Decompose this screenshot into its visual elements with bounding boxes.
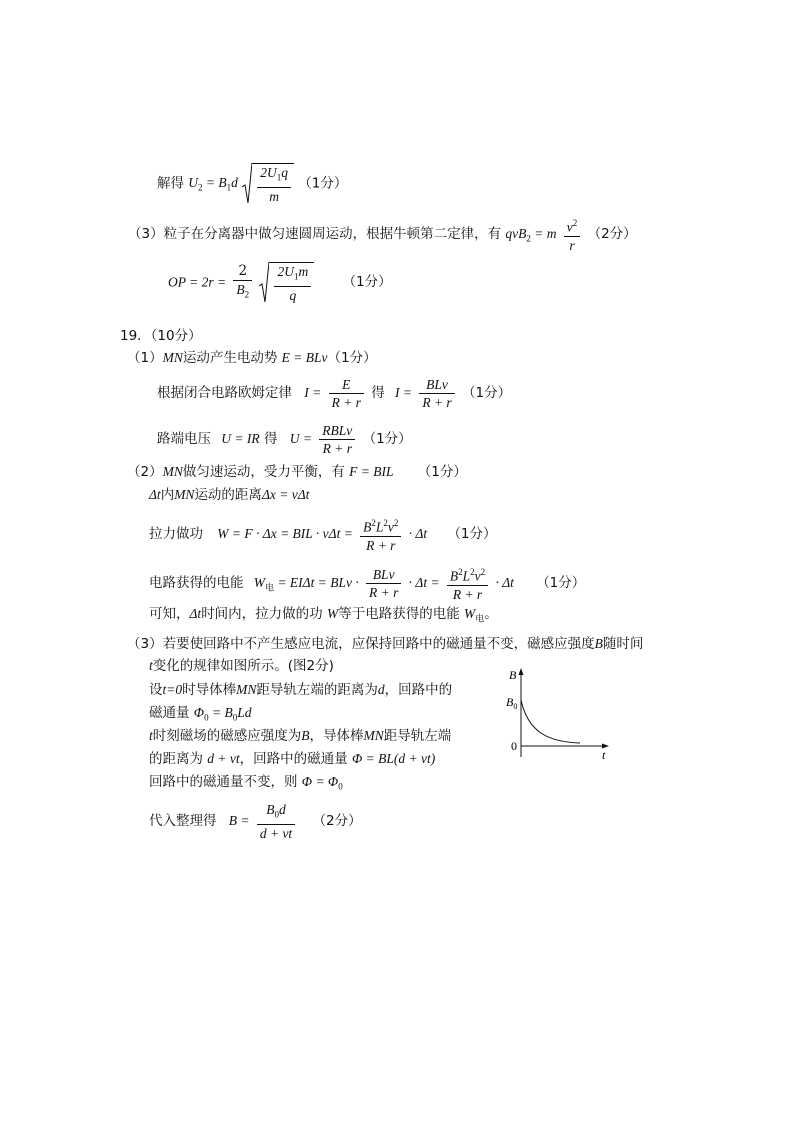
- line-ohm: [157, 376, 511, 411]
- text: 运动的距离: [194, 487, 262, 503]
- formula: B: [301, 728, 310, 743]
- score: （1分）: [417, 464, 467, 480]
- fraction: $\frac{v^2}{r}$: [564, 215, 581, 254]
- text: 拉力做功: [149, 525, 203, 542]
- y-arrow: [519, 668, 524, 675]
- formula: Δt: [189, 606, 202, 621]
- text: 距导轨左端的距离为: [256, 682, 378, 698]
- text: 内: [160, 487, 175, 503]
- text: 路端电压: [157, 431, 211, 447]
- line-time-t: [149, 727, 451, 745]
- formula: · Δt =: [408, 574, 440, 590]
- score: （1分）: [298, 175, 348, 192]
- text: 随时间: [602, 636, 644, 652]
- score: （1分）: [342, 274, 392, 291]
- text: 的距离为: [149, 751, 203, 767]
- text: 根据闭合电路欧姆定律: [157, 385, 292, 401]
- formula: $\Phi = \Phi_0$: [301, 774, 343, 792]
- formula: MN: [236, 682, 257, 697]
- formula: t: [149, 728, 153, 743]
- line-work: [149, 515, 497, 554]
- line-part3-2: [149, 657, 334, 675]
- formula: MN: [162, 350, 183, 365]
- text: 可知，: [149, 606, 190, 622]
- b-t-graph: [500, 662, 620, 762]
- fraction: $\frac{B^2L^2v^2}{R + r}$: [360, 515, 401, 554]
- formula: $\Phi_0 = B_0Ld$: [193, 705, 252, 723]
- text: 时间内，拉力做的功: [201, 606, 323, 622]
- formula: · Δt: [495, 574, 514, 590]
- formula: E = BLv: [281, 350, 328, 365]
- text: 得: [371, 385, 385, 401]
- line-flux0: [149, 704, 251, 727]
- score: （1分）: [536, 574, 586, 591]
- formula: $W_电$: [464, 606, 485, 625]
- formula: W: [326, 606, 339, 621]
- line-energy: [149, 564, 585, 603]
- text: ，回路中的: [384, 682, 453, 698]
- fraction: $\frac{B_0d}{d + vt}$: [257, 801, 295, 842]
- formula: OP = 2r =: [168, 274, 227, 290]
- formula: d + vt: [207, 751, 240, 766]
- formula: Φ = BL(d + vt): [351, 751, 436, 766]
- formula: t: [149, 658, 153, 673]
- score: （1分）: [447, 525, 497, 542]
- line-flux-const: [149, 773, 343, 796]
- formula: U = IR: [221, 431, 260, 446]
- formula: W = F · Δx = BIL · vΔt =: [217, 525, 353, 541]
- formula: MN: [363, 728, 384, 743]
- text: ，回路中的磁通量: [239, 751, 348, 767]
- formula: MN: [174, 487, 195, 502]
- formula: MN: [162, 464, 183, 479]
- fraction: $\frac{E}{R + r}$: [329, 376, 364, 411]
- x-axis-label: t: [602, 748, 606, 762]
- text: 距导轨左端: [383, 728, 452, 744]
- text: 运动产生电动势: [182, 350, 278, 366]
- text: 做匀速运动，受力平衡，有: [182, 464, 345, 480]
- decay-curve: [521, 700, 580, 743]
- formula: I =: [395, 385, 413, 400]
- line-part3-newton: [128, 215, 637, 254]
- text: 等于电路获得的电能: [338, 606, 460, 622]
- text: （2）: [127, 464, 163, 480]
- question-heading: 19．（10分）: [120, 328, 202, 344]
- fraction: $\frac{\text{BLv}}{R + r}$: [419, 376, 454, 411]
- formula: B =: [228, 812, 250, 828]
- text: 电路获得的电能: [149, 574, 244, 591]
- formula: t=0: [162, 682, 183, 697]
- fraction: $\frac{\text{BLv}}{R + r}$: [366, 566, 401, 601]
- formula: U =: [289, 431, 312, 446]
- sqrt: $\frac{2U_1m}{q}$: [259, 262, 314, 304]
- text: 时刻磁场的磁感应强度为: [152, 728, 302, 744]
- score: （1分）: [362, 431, 412, 447]
- line-op: [168, 262, 392, 304]
- score: （1分）: [462, 385, 512, 401]
- fraction: $\frac{\text{RBLv}}{R + r}$: [319, 422, 355, 457]
- text: ，导体棒: [309, 728, 364, 744]
- line-force: [127, 463, 467, 481]
- formula: · Δt: [408, 525, 428, 541]
- origin-label: 0: [511, 739, 517, 753]
- text: 解得: [157, 175, 184, 192]
- line-conclusion: [149, 605, 498, 629]
- formula: Δx = vΔt: [261, 487, 310, 502]
- formula: d: [377, 682, 385, 697]
- line-set: [149, 681, 452, 699]
- formula: $W_电 = EI\Delta t$ = BLv ·: [253, 574, 359, 594]
- text: 得: [263, 431, 278, 447]
- fraction: $\frac{B^2L^2v^2}{R + r}$: [447, 564, 488, 603]
- formula: I =: [304, 385, 322, 400]
- fraction: $\frac{2}{B_2}$: [233, 263, 252, 304]
- text: 设: [149, 682, 163, 698]
- text: （3）粒子在分离器中做匀速圆周运动，根据牛顿第二定律，有: [128, 225, 502, 242]
- formula: $U_2 = B_1d$: [188, 175, 238, 194]
- line-result: [149, 801, 362, 842]
- line-distance: [149, 486, 309, 504]
- text: 回路中的磁通量不变，则: [149, 774, 298, 790]
- sqrt: $\frac{2U_1q}{m}$: [242, 163, 294, 205]
- score: （2分）: [312, 812, 362, 829]
- subscript: 电: [265, 583, 275, 594]
- formula: Δt: [149, 487, 161, 502]
- line-emf: [127, 349, 377, 367]
- line-voltage: [157, 422, 412, 457]
- formula: qvB$_2$ = m: [505, 225, 557, 244]
- score: （1分）: [327, 350, 377, 366]
- y-axis-label: B: [509, 668, 517, 682]
- formula: F = BIL: [349, 464, 394, 479]
- text: 。: [484, 606, 498, 622]
- formula: B: [594, 636, 603, 651]
- text: 代入整理得: [149, 812, 217, 829]
- text: （1）: [127, 350, 163, 366]
- text: （3）若要使回路中不产生感应电流，应保持回路中的磁通量不变，磁感应强度: [127, 636, 595, 652]
- line-part3: [127, 635, 643, 653]
- text: 变化的规律如图所示。(图2分): [152, 658, 334, 674]
- text: 磁通量: [149, 705, 190, 721]
- score: （2分）: [587, 225, 637, 242]
- subscript: 电: [475, 614, 485, 625]
- line-distance-t: [149, 750, 435, 768]
- b0-label: $B_0$: [506, 695, 518, 711]
- text: 时导体棒: [182, 682, 237, 698]
- line-solve-u2: [157, 163, 347, 205]
